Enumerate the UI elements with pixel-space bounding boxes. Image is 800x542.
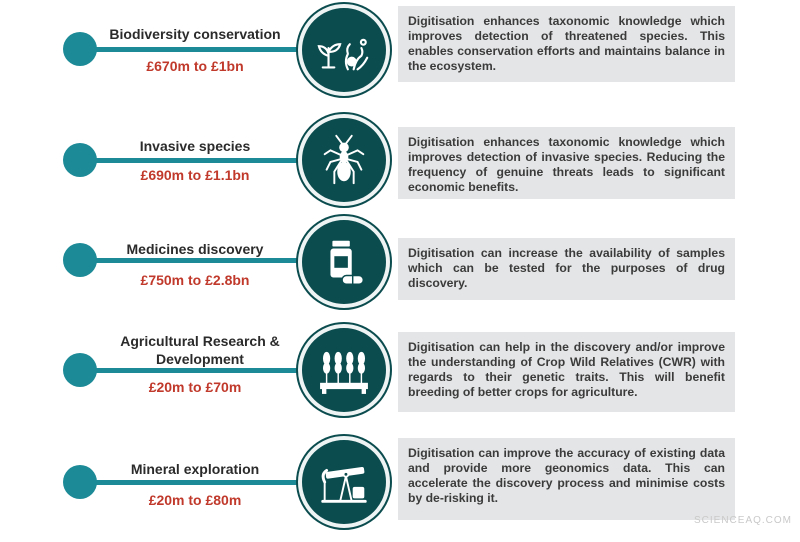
connector-dot [63,465,97,499]
connector-line [78,480,308,485]
benefit-row-agriculture [0,320,800,430]
benefit-title: Biodiversity conservation [109,26,281,42]
connector-line [78,368,308,373]
connector-dot [63,32,97,66]
connector-line [78,47,308,52]
benefit-title: Agricultural Research & Development [120,333,280,367]
watermark: SCIENCEAQ.COM [693,515,792,526]
medicine-bottle-icon [315,233,373,291]
benefit-row-medicines [0,218,800,328]
oil-pump-icon [315,453,373,511]
icon-circle [298,436,390,528]
icon-circle [298,114,390,206]
benefit-value: £750m to £2.8bn [140,272,250,288]
connector-dot [63,353,97,387]
icon-circle [298,324,390,416]
plant-coral-icon [315,21,373,79]
wheat-icon [315,341,373,399]
benefit-title: Medicines discovery [126,241,264,257]
ant-icon [315,131,373,189]
icon-circle [298,4,390,96]
benefit-value: £690m to £1.1bn [140,167,250,183]
connector-dot [63,143,97,177]
benefit-description: Digitisation enhances taxonomic knowledge which improves detection of threatened species. This enables conservation efforts and maintains balance in the ecosystem. [398,6,735,82]
benefit-row-biodiversity [0,0,800,110]
benefit-title: Invasive species [139,138,251,154]
benefit-title: Mineral exploration [130,461,260,477]
benefit-value: £20m to £80m [148,492,242,508]
benefit-value: £670m to £1bn [146,58,244,74]
benefit-description: Digitisation can improve the accuracy of existing data and provide more geonomics data. This can accelerate the discovery process and minimise costs by de-risking it. [398,438,735,520]
benefit-description: Digitisation enhances taxonomic knowledge which improves detection of invasive species. Reducing the frequency of genuine threats leads to significant economic benefits. [398,127,735,199]
benefit-row-invasive [0,110,800,220]
connector-line [78,158,308,163]
benefit-row-mineral [0,432,800,542]
connector-dot [63,243,97,277]
benefit-description: Digitisation can increase the availability of samples which can be tested for the purposes of drug discovery. [398,238,735,300]
icon-circle [298,216,390,308]
benefit-value: £20m to £70m [148,379,242,395]
benefit-description: Digitisation can help in the discovery and/or improve the understanding of Crop Wild Relatives (CWR) with regards to their genetic traits. This will benefit breeding of better crops for agriculture. [398,332,735,412]
connector-line [78,258,308,263]
